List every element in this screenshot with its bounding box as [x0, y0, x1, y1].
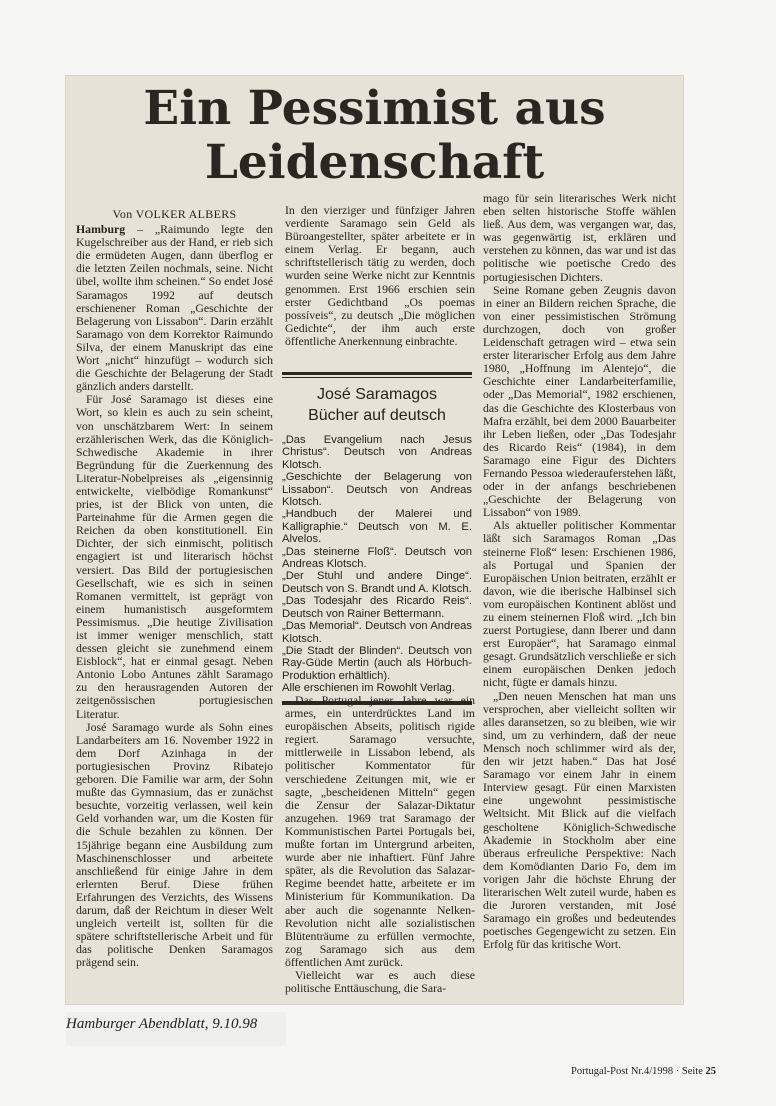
- box-rule-top: [282, 372, 472, 375]
- headline-line-2: Leidenschaft: [204, 135, 545, 190]
- book-item: „Der Stuhl und andere Dinge“. Deutsch von S. Brandt und A. Klotsch.: [282, 570, 472, 595]
- column-2-top: [285, 204, 475, 348]
- box-title-line-2: Bücher auf deutsch: [308, 407, 446, 424]
- paragraph: „Den neuen Menschen hat man uns versprochen, aber vielleicht sollten wir alles daransetzen, so zu bleiben, wie wir sind, um zu verhindern, daß der neue Mensch noch schlimmer wird als der, den wir jetzt haben.“ Das hat José Saramago vor einem Jahr in einem Interview gesagt. Für einen Marxisten eine ungewohnt pessimistische Weltsicht. Mit Blick auf die vielfach gescholtene Königlich-Schwedische Akademie in Stockholm aber eine überaus erfreuliche Perspektive: Nach dem Komödianten Dario Fo, dem im vorigen Jahr die höchste Ehrung der literarischen Welt zuteil wurde, haben es die Juroren verstanden, mit José Saramago ein großes und bedeutendes poetisches Gegengewicht zu setzen. Ein Erfolg für das kritische Wort.: [483, 688, 676, 952]
- footer-page-number: 25: [705, 1066, 716, 1077]
- paragraph: In den vierziger und fünfziger Jahren verdiente Saramago sein Geld als Büroangestellter, später arbeitete er in einem Verlag. Er begann, auch schriftstellerisch tätig zu werden, doch wurden seine Werke nicht zur Kenntnis genommen. Erst 1966 erschien sein erster Gedichtband „Os poemas possíveis“, zu deutsch „Die möglichen Gedichte“, der ihm auch erste öffentliche Anerkennung einbrachte.: [285, 203, 475, 348]
- source-label: Hamburger Abendblatt, 9.10.98: [66, 1016, 258, 1032]
- paragraph-text: – „Raimundo legte den Kugelschreiber aus der Hand, er rieb sich die ermüdeten Augen, dann überflog er die letzten Zeilen nochmals, seine. Nicht übel, wollte ihm scheinen.“ So endet José Saramagos 1992 auf deutsch erschienener Roman „Geschichte der Belagerung von Lissabon“. Darin erzählt Saramago von dem Korrektor Raimundo Silva, der einem Manuskript das eine Wort „nicht“ hinzufügt – wodurch sich die Geschichte der Belagerung der Stadt gänzlich anders darstellt.: [76, 222, 273, 394]
- paragraph: Seine Romane geben Zeugnis davon in einer an Bildern reichen Sprache, die von einer pessimistischen Strömung durchzogen, doch von großer Leidenschaft getragen wird – etwa sein erster literarischer Erfolg aus dem Jahre 1980, „Hoffnung im Alentejo“, die Geschichte einer Landarbeiterfamilie, oder „Das Memorial“, 1982 erschienen, das die Geschichte des Klosterbaus von Mafra erzählt, bei dem 2000 Bauarbeiter ihr Leben ließen, oder „Das Todesjahr des Ricardo Reis“ (1984), in dem Saramago eine Figur des Dichters Fernando Pessoa wiederauferstehen läßt, oder in der anfangs beschriebenen „Geschichte der Belagerung von Lissabon“ von 1989.: [483, 282, 676, 520]
- paragraph: Vielleicht war es auch diese politische Enttäuschung, die Sara-: [285, 967, 475, 996]
- book-item: „Die Stadt der Blinden“. Deutsch von Ray-Güde Mertin (auch als Hörbuch-Produktion erhältlich).: [282, 644, 472, 682]
- book-item: „Das Todesjahr des Ricardo Reis“. Deutsch von Rainer Bettermann.: [282, 595, 472, 620]
- box-title: [282, 384, 472, 426]
- newspaper-clipping: [66, 76, 683, 1004]
- paragraph: Das Portugal jener Jahre war ein armes, ein unterdrücktes Land im europäischen Abseits, politisch rigide regiert. Saramago versuchte, mittlerweile in Lissabon lebend, als politischer Kommentator für verschiedene Zeitungen mit, wie er sagte, „bescheidenen Mitteln“ gegen die Zensur der Salazar-Diktatur anzugehen. 1969 trat Saramago der Kommunistischen Partei Portugals bei, mußte fortan im Untergrund arbeiten, wurde aber nie inhaftiert. Fünf Jahre später, als die Revolution das Salazar-Regime beendet hatte, arbeitete er im Ministerium für Kommunikation. Da aber auch die sogenannte Nelken-Revolution nicht alle sozialistischen Blütenträume zu erfüllen vermochte, zog Saramago sich aus dem öffentlichen Amt zurück.: [285, 693, 475, 969]
- paragraph: Für José Saramago ist dieses eine Wort, so klein es auch zu sein scheint, von unschätzbarem Wert: In seinem erzählerischen Werk, das die Königlich-Schwedische Akademie in ihrer Begründung für die Zuerkennung des Literatur-Nobelpreises als „eigensinnig entwickelte, vielbödige Romankunst“ pries, ist der Blick von unten, die Parteinahme für die Armen gegen die Reichen da oben konstitutionell. Ein Dichter, der sich einmischt, politisch engagiert ist und literarisch höchst versiert. Das Bild der portugiesischen Gesellschaft, wie es sich in seinen Romanen vermittelt, ist geprägt von einem humanistisch ausgeformtem Pessimismus. „Die heutige Zivilisation ist immer weniger menschlich, statt dessen gleicht sie zunehmend einem Eisblock“, hat er einmal gesagt. Neben Antonio Lobo Antunes zählt Saramago zu den herausragenden Autoren der zeitgenössischen portugiesischen Literatur.: [76, 392, 273, 721]
- book-list-note: Alle erschienen im Rowohlt Verlag.: [282, 682, 455, 695]
- book-item: „Das steinerne Floß“. Deutsch von Andreas Klotsch.: [282, 545, 472, 571]
- book-list-box: [282, 372, 472, 705]
- paragraph: [76, 223, 273, 393]
- page-footer: [571, 1066, 716, 1077]
- dateline: Hamburg: [76, 222, 126, 237]
- byline: Von VOLKER ALBERS: [112, 207, 237, 221]
- box-title-line-1: José Saramagos: [316, 386, 438, 403]
- paragraph: José Saramago wurde als Sohn eines Landarbeiters am 16. November 1922 in dem Dorf Azinhaga in der portugiesischen Provinz Ribatejo geboren. Die Familie war arm, der Sohn mußte das Gymnasium, das er zunächst besuchte, vorzeitig verlassen, weil kein Geld vorhanden war, um die Kosten für die Schule bezahlen zu können. Der 15jährige begann eine Ausbildung zum Maschinenschlosser und arbeitete anschließend für einige Jahre in dem erlernten Beruf. Diese frühen Erfahrungen des Verzichts, des Wissens darum, daß der Reichtum in dieser Welt ungleich verteilt ist, sollten für die spätere schriftstellerische Arbeit und für das politische Denken Saramagos prägend sein.: [76, 719, 273, 970]
- footer-publication: Portugal-Post Nr.4/1998 · Seite: [571, 1066, 703, 1077]
- column-3: [483, 192, 676, 951]
- paragraph: mago für sein literarisches Werk nicht eben selten historische Stoffe wählen ließ. Aus dem, was vergangen war, das, was gegenwärtig ist, erklären und verstehen zu können, das war und ist das politische wie poetische Credo des portugiesischen Dichters.: [483, 191, 676, 284]
- column-1: [76, 204, 273, 969]
- book-item: „Das Evangelium nach Jesus Christus“. Deutsch von Andreas Klotsch.: [282, 434, 472, 471]
- book-item: „Das Memorial“. Deutsch von Andreas Klotsch.: [282, 620, 472, 645]
- headline-line-1: Ein Pessimist aus: [143, 81, 606, 136]
- book-item: „Geschichte der Belagerung von Lissabon“. Deutsch von Andreas Klotsch.: [282, 471, 472, 509]
- box-rule-top-thin: [282, 377, 472, 378]
- book-item: „Handbuch der Malerei und Kalligraphie.“ Deutsch von M. E. Alvelos.: [282, 508, 472, 546]
- column-2-bottom: [285, 694, 475, 995]
- headline: [66, 82, 683, 190]
- book-list: [282, 434, 472, 695]
- paragraph: Als aktueller politischer Kommentar läßt sich Saramagos Roman „Das steinerne Floß“ lesen: Erschienen 1986, als Portugal und Spanien der Europäischen Union beitraten, erzählt er davon, wie die iberische Halbinsel sich vom europäischen Kontinent ablöst und zu einem steinernen Floß wird. „Ich bin zuerst Portugiese, dann Iberer und dann erst Europäer“, hat Saramago einmal gesagt. Grundsätzlich verschließe er sich einem europäischen Denken jedoch nicht, fügte er damals hinzu.: [483, 518, 676, 690]
